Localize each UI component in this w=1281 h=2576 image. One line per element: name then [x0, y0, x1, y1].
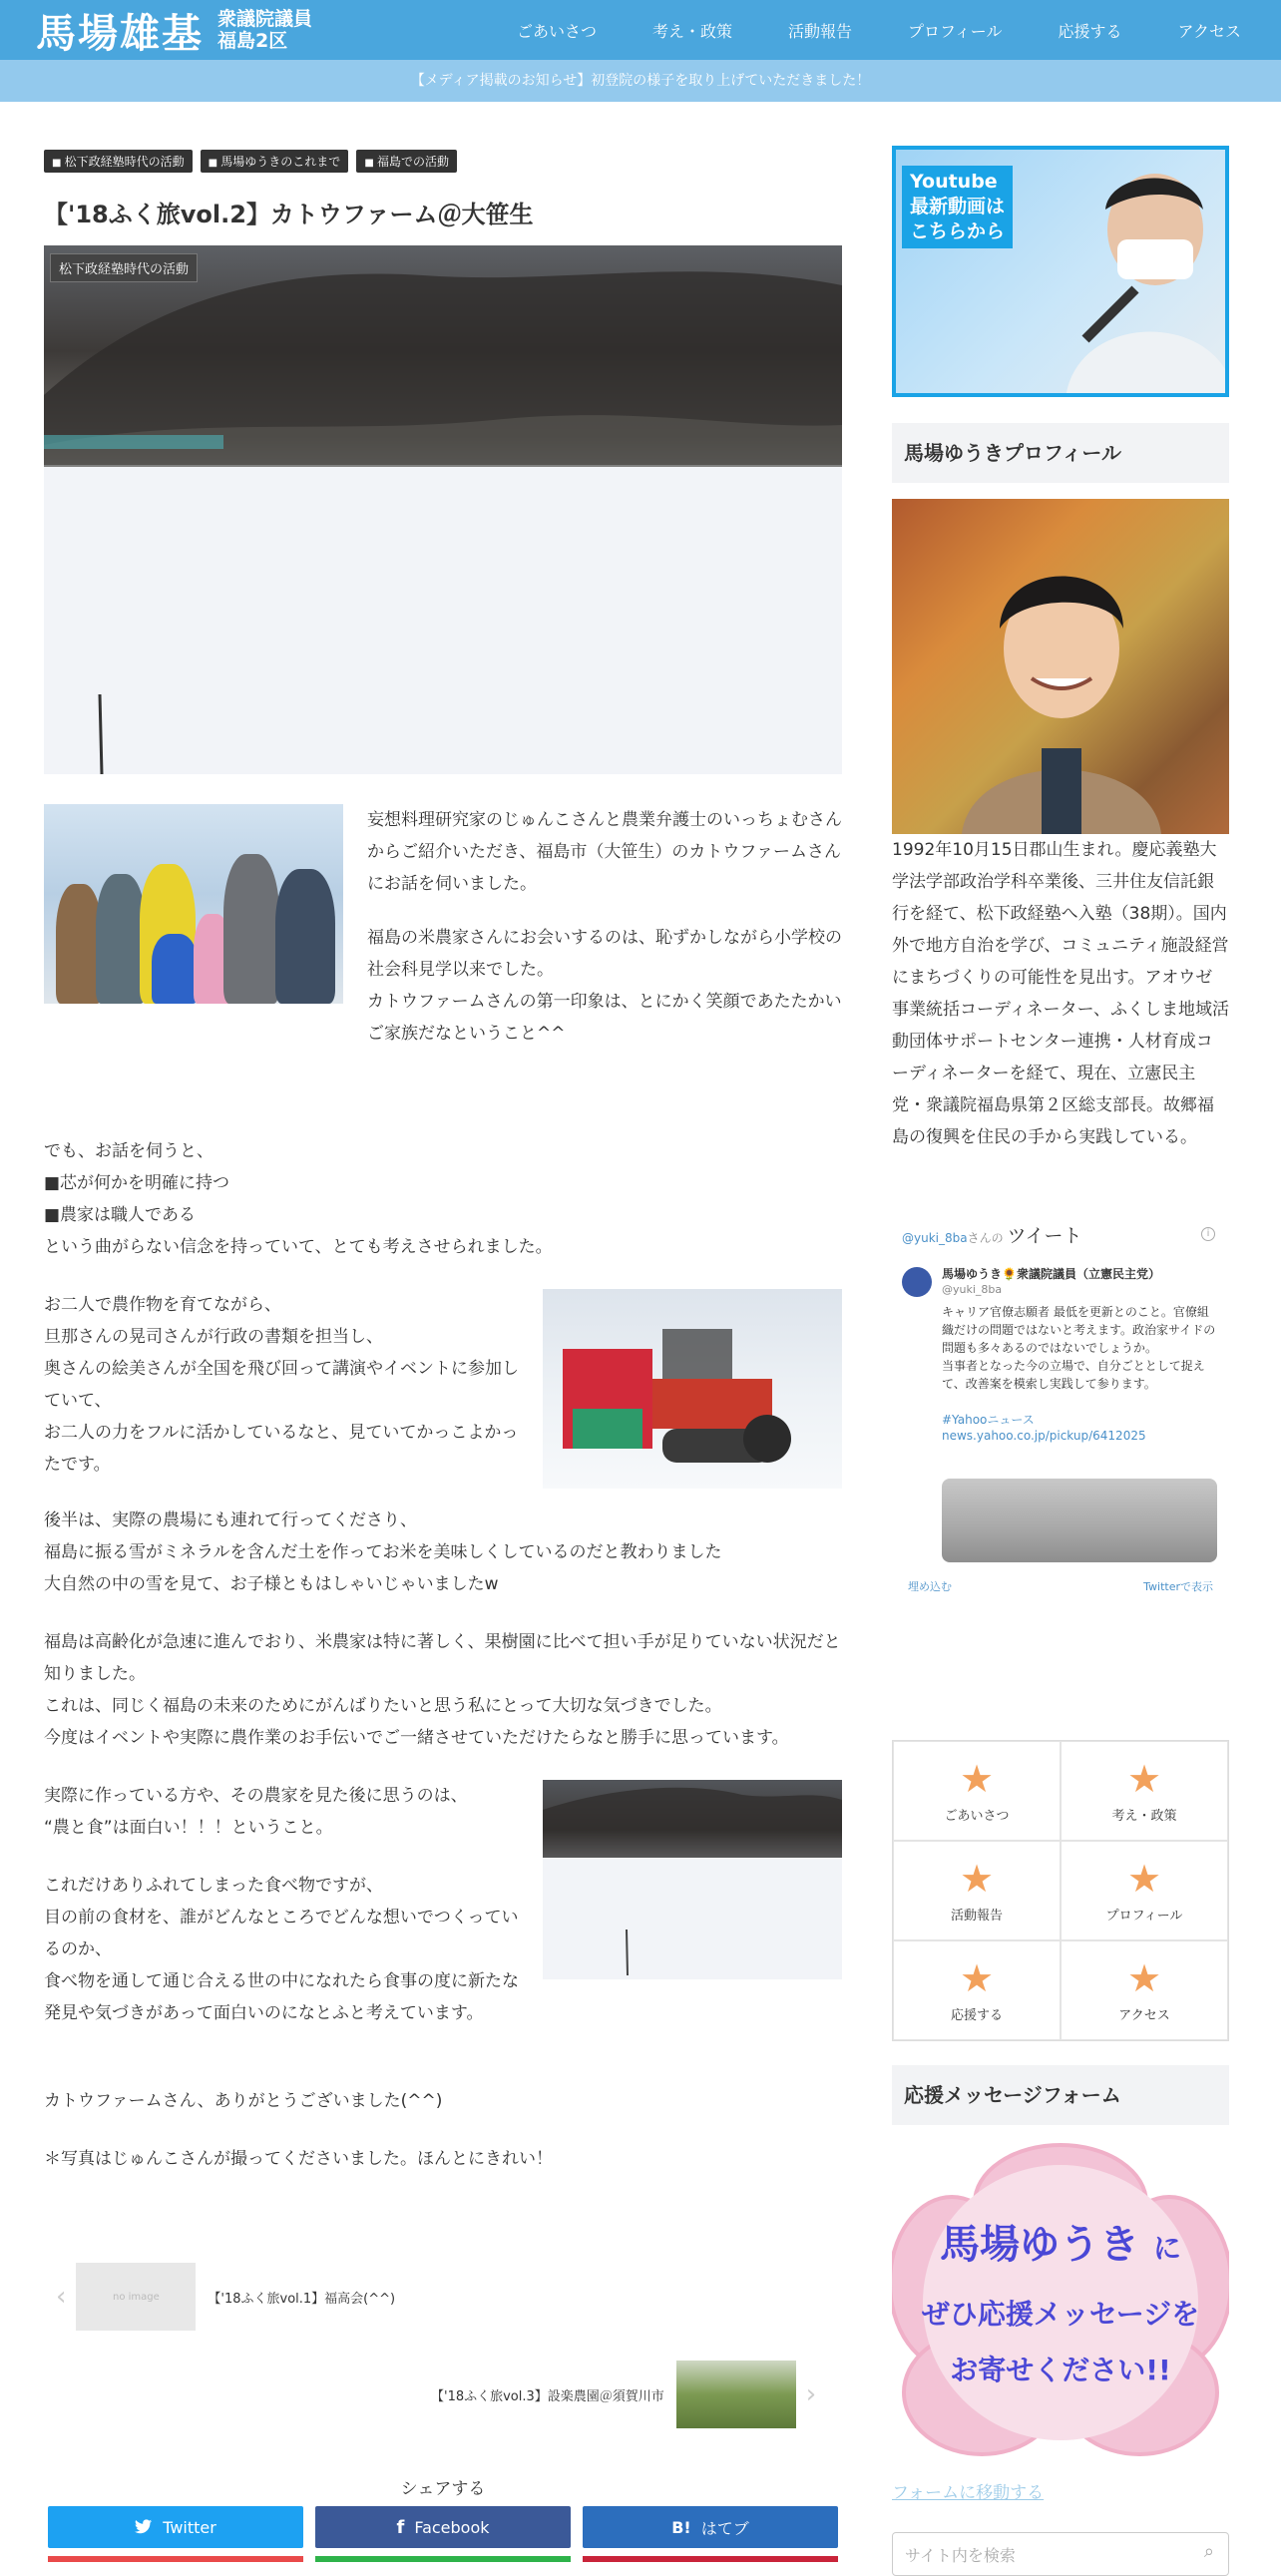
- family-member: [223, 854, 279, 1004]
- menu-label: 応援する: [950, 2007, 1003, 2023]
- nav-support[interactable]: 応援する: [1058, 21, 1122, 41]
- star-icon: ★: [1126, 1856, 1162, 1901]
- text-line: これは、同じく福島の未来のためにがんばりたいと思う私にとって大切な気づきでした。: [44, 1696, 722, 1716]
- menu-activity[interactable]: [893, 1841, 1061, 1940]
- intro-text: [367, 804, 842, 1050]
- twitter-view-link[interactable]: Twitterで表示: [1143, 1580, 1213, 1593]
- profile-widget-title: 馬場ゆうきプロフィール: [892, 423, 1229, 483]
- text-line: 旦那さんの晃司さんが行政の書類を担当し、: [44, 1327, 383, 1347]
- menu-label: 活動報告: [950, 1908, 1003, 1924]
- paragraph-couple: [44, 1289, 519, 1481]
- flower-particle: に: [1152, 2232, 1181, 2265]
- flower-text-line1: [892, 2213, 1229, 2270]
- youtube-banner-text: [902, 166, 1013, 248]
- family-member: [275, 869, 335, 1004]
- paragraph-aging: [44, 1626, 842, 1754]
- share-twitter-label: Twitter: [163, 2517, 216, 2537]
- share-button-partial[interactable]: [48, 2556, 303, 2562]
- paragraph: カトウファームさんの第一印象は、とにかく笑顔であたたかいご家族だなということ^^: [367, 992, 842, 1044]
- category-tag[interactable]: ■ 福島での活動: [356, 150, 457, 173]
- message-flower-banner[interactable]: [892, 2143, 1229, 2462]
- twitter-embed-link[interactable]: 埋め込む: [908, 1580, 952, 1593]
- hero-image: [44, 245, 842, 774]
- twitter-handle-suffix: さんの: [967, 1231, 1004, 1245]
- tweet-account-handle[interactable]: @yuki_8ba: [942, 1283, 1003, 1296]
- sidebar-menu-grid: [892, 1740, 1229, 2041]
- hatebu-icon: B!: [671, 2517, 691, 2537]
- twitter-handle[interactable]: @yuki_8ba: [902, 1231, 968, 1245]
- share-facebook-button[interactable]: [315, 2506, 571, 2548]
- menu-label: ごあいさつ: [944, 1808, 1010, 1824]
- text-line: お二人の力をフルに活かしているなと、見ていてかっこよかったです。: [44, 1423, 519, 1475]
- tweet-account-name[interactable]: 馬場ゆうき🌻衆議院議員（立憲民主党）: [942, 1267, 1160, 1281]
- snow-mountain-photo: [44, 245, 842, 774]
- paragraph-farm-food: [44, 1780, 519, 1844]
- profile-text: 1992年10月15日郡山生まれ。慶応義塾大学法学部政治学科卒業後、三井住友信託銀行を経て、松下政経塾へ入塾（38期）。国内外で地方自治を学び、コミュニティ施設経営にまちづくりの可能性を見出す。アオウゼ事業統括コーディネーター、ふくしま地域活動団体サポートセンター連携・人材育成コーディネーターを経て、現在、立憲民主党・衆議院福島県第２区総支部長。故郷福島の復興を住民の手から実践している。: [892, 840, 1229, 1147]
- text-line: これだけありふれてしまった食べ物ですが、: [44, 1876, 383, 1896]
- twitter-header-label: ツイート: [1007, 1225, 1082, 1247]
- menu-access[interactable]: [1061, 1940, 1228, 2040]
- next-post-thumbnail: [676, 2361, 796, 2428]
- text-line: お二人で農作物を育てながら、: [44, 1295, 281, 1315]
- youtube-banner-line: Youtube: [910, 171, 998, 193]
- chevron-left-icon: ‹: [56, 2282, 67, 2312]
- speaker-silhouette: [1026, 160, 1225, 397]
- photo-credit-note: ＊写真はじゅんこさんが撮ってくださいました。ほんとにきれい！: [44, 2149, 553, 2169]
- menu-label: アクセス: [1118, 2007, 1170, 2023]
- facebook-icon: f: [396, 2516, 405, 2538]
- nav-policy[interactable]: 考え・政策: [652, 21, 733, 41]
- youtube-banner-line: こちらから: [910, 220, 1006, 242]
- category-list: [44, 150, 842, 173]
- form-link[interactable]: フォームに移動する: [892, 2483, 1045, 2503]
- family-member: [152, 934, 198, 1004]
- menu-policy[interactable]: [1061, 1741, 1228, 1841]
- site-name[interactable]: 馬場雄基: [36, 9, 204, 57]
- text-line: 食べ物を通して通じ合える世の中になれたら食事の度に新たな発見や気づきがあって面白いのになとふと考えています。: [44, 1971, 519, 2023]
- next-post-title: 【'18ふく旅vol.3】設楽農園＠須賀川市: [431, 2388, 664, 2404]
- share-facebook-label: Facebook: [414, 2517, 490, 2537]
- info-icon[interactable]: i: [1201, 1227, 1215, 1241]
- text-line: 今度はイベントや実際に農作業のお手伝いでご一緒させていただけたらなと勝手に思っています。: [44, 1728, 789, 1748]
- chevron-right-icon: ›: [805, 2379, 817, 2409]
- search-input[interactable]: [892, 2532, 1229, 2576]
- share-hatebu-button[interactable]: [583, 2506, 838, 2548]
- nav-activity[interactable]: 活動報告: [788, 21, 853, 41]
- site-subtitle-line1: 衆議院議員: [217, 8, 313, 30]
- menu-label: プロフィール: [1105, 1908, 1183, 1924]
- share-button-partial[interactable]: [583, 2556, 838, 2562]
- star-icon: ★: [1126, 1955, 1162, 2000]
- share-heading: シェアする: [400, 2479, 486, 2499]
- text-line: “農と食”は面白い！！！ということ。: [44, 1818, 333, 1838]
- snow-field-image: [543, 1780, 842, 1979]
- thanks-text: カトウファームさん、ありがとうございました(^^): [44, 2091, 443, 2111]
- prev-post-thumbnail: no image: [76, 2263, 196, 2331]
- menu-support[interactable]: [893, 1940, 1061, 2040]
- family-photo: [44, 804, 343, 1004]
- menu-label: 考え・政策: [1111, 1808, 1177, 1824]
- search-icon[interactable]: ⌕: [1203, 2541, 1214, 2562]
- site-header: [0, 0, 1281, 60]
- tractor-image: [543, 1289, 842, 1489]
- text-line: でも、お話を伺うと、: [44, 1141, 214, 1161]
- site-logo[interactable]: [36, 4, 312, 56]
- star-icon: ★: [959, 1955, 995, 2000]
- text-line: 奥さんの絵美さんが全国を飛び回って講演やイベントに参加していて、: [44, 1359, 519, 1411]
- snow-field-photo: [543, 1780, 842, 1979]
- youtube-banner-line: 最新動画は: [910, 196, 1006, 217]
- site-subtitle: [217, 8, 312, 52]
- star-icon: ★: [959, 1756, 995, 1801]
- hero-category-label[interactable]: 松下政経塾時代の活動: [50, 253, 198, 282]
- text-line: 福島は高齢化が急速に進んでおり、米農家は特に著しく、果樹園に比べて担い手が足りていない状況だと知りました。: [44, 1632, 841, 1684]
- article-title: 【'18ふく旅vol.2】カトウファーム＠大笹生: [44, 201, 534, 228]
- youtube-banner[interactable]: [892, 146, 1229, 397]
- tweet-link[interactable]: news.yahoo.co.jp/pickup/6412025: [942, 1429, 1146, 1443]
- global-nav: [461, 0, 1241, 60]
- text-line: 大自然の中の雪を見て、お子様ともはしゃいじゃいましたw: [44, 1574, 499, 1594]
- notice-bar[interactable]: 【メディア掲載のお知らせ】初登院の様子を取り上げていただきました！: [0, 60, 1281, 102]
- text-line: 実際に作っている方や、その農家を見た後に思うのは、: [44, 1786, 468, 1806]
- prev-post-title: 【'18ふく旅vol.1】福高会(^^): [208, 2291, 396, 2307]
- paragraph-farm-visit: [44, 1504, 842, 1600]
- flower-name: 馬場ゆうき: [940, 2222, 1140, 2268]
- category-tag[interactable]: ■ 松下政経塾時代の活動: [44, 150, 193, 173]
- flower-text-line3: お寄せください!!: [950, 2354, 1171, 2386]
- text-line: 福島に振る雪がミネラルを含んだ土を作ってお米を美味しくしているのだと教わりました: [44, 1542, 722, 1562]
- profile-photo: [892, 499, 1229, 834]
- text-line: ■芯が何かを明確に持つ: [44, 1173, 230, 1193]
- next-post-link[interactable]: [431, 2361, 816, 2428]
- category-tag[interactable]: ■ 馬場ゆうきのこれまで: [201, 150, 349, 173]
- share-button-partial[interactable]: [315, 2556, 571, 2562]
- share-twitter-button[interactable]: [48, 2506, 303, 2548]
- tractor-photo: [543, 1289, 842, 1489]
- tweet-media-image[interactable]: [942, 1479, 1217, 1562]
- article: [44, 150, 842, 229]
- paragraph-belief: [44, 1135, 842, 1263]
- menu-greeting[interactable]: [893, 1741, 1061, 1841]
- family-member: [96, 874, 146, 1004]
- twitter-icon: [135, 2519, 153, 2535]
- paragraph: 妄想料理研究家のじゅんこさんと農業弁護士のいっちょむさんからご紹介いただき、福島市（大笹生）のカトウファームさんにお話を伺いました。: [367, 810, 842, 894]
- paragraph: 福島の米農家さんにお会いするのは、恥ずかしながら小学校の社会科見学以来でした。: [367, 928, 842, 980]
- text-line: 後半は、実際の農場にも連れて行ってくださり、: [44, 1510, 417, 1530]
- twitter-timeline: [892, 1209, 1229, 1608]
- paragraph-food: [44, 1870, 519, 2029]
- tweet-text: キャリア官僚志願者 最低を更新とのこと。官僚組織だけの問題ではないと考えます。政治家サイドの問題も多々あるのではないでしょうか。 当事者となった今の立場で、自分ごととして捉えて、改善案を模索し実践して参ります。: [942, 1305, 1216, 1391]
- star-icon: ★: [1126, 1756, 1162, 1801]
- text-line: 目の前の食材を、誰がどんなところでどんな想いでつくっているのか、: [44, 1908, 519, 1959]
- message-form-title: 応援メッセージフォーム: [892, 2065, 1229, 2125]
- nav-profile[interactable]: プロフィール: [908, 21, 1003, 41]
- flower-text-line2: ぜひ応援メッセージを: [921, 2298, 1200, 2331]
- site-subtitle-line2: 福島2区: [217, 30, 288, 52]
- tweet-hashtag[interactable]: #Yahooニュース: [942, 1413, 1035, 1427]
- nav-access[interactable]: アクセス: [1177, 21, 1241, 41]
- star-icon: ★: [959, 1856, 995, 1901]
- profile-portrait: [892, 499, 1229, 834]
- nav-greeting[interactable]: ごあいさつ: [517, 21, 598, 41]
- share-row-2: [48, 2556, 838, 2562]
- prev-post-link[interactable]: [56, 2263, 395, 2331]
- share-hatebu-label: はてブ: [700, 2518, 749, 2538]
- search-placeholder: サイト内を検索: [905, 2546, 1016, 2565]
- twitter-timeline-header: [902, 1221, 1082, 1248]
- text-line: ■農家は職人である: [44, 1205, 197, 1225]
- text-line: という曲がらない信念を持っていて、とても考えさせられました。: [44, 1237, 553, 1257]
- menu-profile[interactable]: [1061, 1841, 1228, 1940]
- tweet-avatar[interactable]: [902, 1267, 932, 1297]
